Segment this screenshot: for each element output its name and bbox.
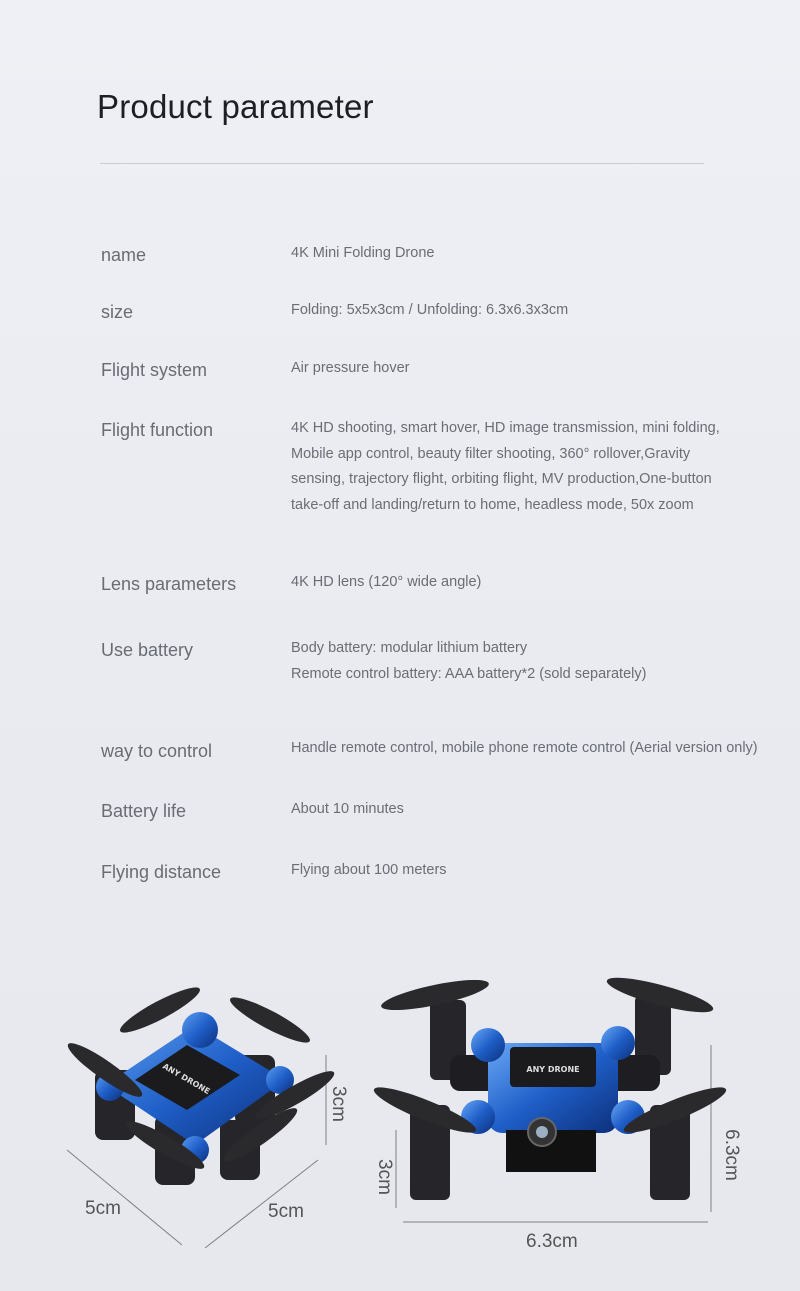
unfolded-drone-image xyxy=(370,955,735,1220)
param-value-line: Air pressure hover xyxy=(291,360,410,376)
param-label-distance: Flying distance xyxy=(101,862,222,882)
param-value-line: Mobile app control, beauty filter shooting, 360° rollover,Gravity xyxy=(291,445,691,462)
param-label-control: way to control xyxy=(101,741,213,761)
param-value-line: 4K Mini Folding Drone xyxy=(291,245,435,261)
unfolded-width-label: 6.3cm xyxy=(526,1231,578,1252)
folded-height-label: 3cm xyxy=(327,1086,349,1122)
param-value-line: Handle remote control, mobile phone remote control (Aerial version only) xyxy=(291,740,758,756)
unfolded-height-label: 3cm xyxy=(373,1159,395,1195)
param-value-line: sensing, trajectory flight, orbiting flight, MV production,One-button xyxy=(291,471,712,487)
param-value-line: Folding: 5x5x3cm / Unfolding: 6.3x6.3x3cm xyxy=(291,302,569,318)
unfolded-depth-label: 6.3cm xyxy=(720,1129,742,1181)
param-value-line: Flying about 100 meters xyxy=(291,862,447,878)
param-value-line: Body battery: modular lithium battery xyxy=(291,640,528,656)
param-value-line: About 10 minutes xyxy=(291,801,404,817)
param-label-flight-function: Flight function xyxy=(101,420,214,440)
param-label-name: name xyxy=(101,245,147,265)
param-label-size: size xyxy=(101,302,134,322)
folded-width-left-label: 5cm xyxy=(85,1198,121,1219)
param-label-battery: Use battery xyxy=(101,640,194,660)
param-value-line: 4K HD shooting, smart hover, HD image transmission, mini folding, xyxy=(291,420,720,436)
folded-brand-text: ANY DRONE xyxy=(160,1061,212,1097)
param-value-line: 4K HD lens (120° wide angle) xyxy=(291,574,482,590)
page-title: Product parameter xyxy=(97,88,374,125)
param-value-line: Remote control battery: AAA battery*2 (sold separately) xyxy=(291,665,647,682)
param-label-lens: Lens parameters xyxy=(101,574,237,594)
folded-drone-image xyxy=(55,975,335,1205)
param-label-battery-life: Battery life xyxy=(101,801,187,821)
param-label-flight-system: Flight system xyxy=(101,360,208,380)
folded-width-right-label: 5cm xyxy=(268,1201,304,1222)
unfolded-brand-text: ANY DRONE xyxy=(526,1065,580,1074)
param-value-line: take-off and landing/return to home, headless mode, 50x zoom xyxy=(291,496,694,513)
